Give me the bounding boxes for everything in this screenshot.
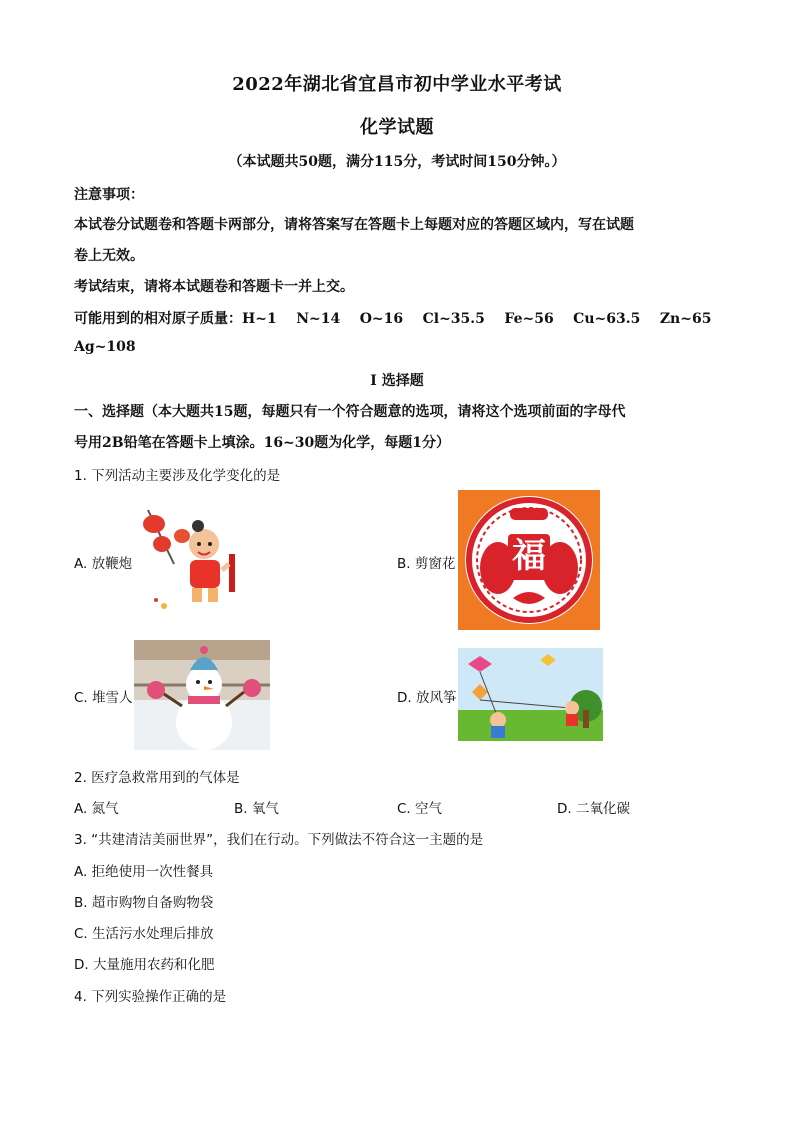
q3-option-d: D. 大量施用农药和化肥 <box>74 957 215 973</box>
q1-option-c: C. 堆雪人 <box>74 690 133 706</box>
page-subtitle: 化学试题 <box>360 117 434 138</box>
instructions-line2: 考试结束，请将本试题卷和答题卡一并上交。 <box>74 279 354 295</box>
snowman-image <box>134 640 270 750</box>
atomic-masses-cont: Ag~108 <box>74 339 136 355</box>
q1-option-b: B. 剪窗花 <box>397 556 456 572</box>
papercut-image <box>458 490 600 630</box>
kite-image <box>458 648 603 741</box>
q1-option-a: A. 放鞭炮 <box>74 556 133 572</box>
q2-option-a: A. 氮气 <box>74 801 119 817</box>
instructions-line1-cont: 卷上无效。 <box>74 248 144 264</box>
firecracker-image <box>134 504 250 616</box>
q3-stem: 3. “共建清洁美丽世界”，我们在行动。下列做法不符合这一主题的是 <box>74 832 484 848</box>
q2-option-b: B. 氧气 <box>234 801 279 817</box>
exam-note: （本试题共50题，满分115分，考试时间150分钟。） <box>228 154 566 170</box>
q3-option-a: A. 拒绝使用一次性餐具 <box>74 864 214 880</box>
q4-stem: 4. 下列实验操作正确的是 <box>74 989 227 1005</box>
page-title: 2022年湖北省宜昌市初中学业水平考试 <box>232 74 562 95</box>
papercut-fu-character: 福 <box>512 536 546 576</box>
instructions-line1: 本试卷分试题卷和答题卡两部分，请将答案写在答题卡上每题对应的答题区域内，写在试题 <box>74 217 634 233</box>
q2-option-d: D. 二氧化碳 <box>557 801 630 817</box>
q2-stem: 2. 医疗急救常用到的气体是 <box>74 770 240 786</box>
section-title: I 选择题 <box>370 373 424 389</box>
q3-option-c: C. 生活污水处理后排放 <box>74 926 214 942</box>
q2-option-c: C. 空气 <box>397 801 443 817</box>
q1-stem: 1. 下列活动主要涉及化学变化的是 <box>74 468 281 484</box>
section-intro: 一、选择题（本大题共15题，每题只有一个符合题意的选项，请将这个选项前面的字母代 <box>74 404 626 420</box>
section-intro-cont: 号用2B铅笔在答题卡上填涂。16~30题为化学，每题1分） <box>74 435 451 451</box>
q3-option-b: B. 超市购物自备购物袋 <box>74 895 214 911</box>
q1-option-d: D. 放风筝 <box>397 690 457 706</box>
instructions-heading: 注意事项： <box>74 187 144 203</box>
atomic-masses: 可能用到的相对原子质量：H~1 N~14 O~16 Cl~35.5 Fe~56 Cu~63.5 Zn~65 <box>74 311 712 327</box>
